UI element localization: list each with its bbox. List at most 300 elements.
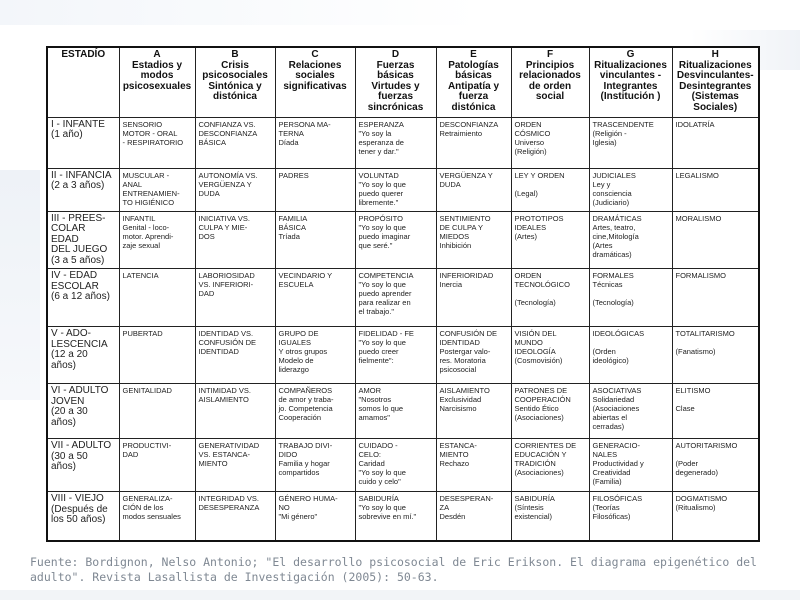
stage-cell xyxy=(47,168,119,211)
cell-line: BÁSICA xyxy=(198,137,227,147)
cell-line: (Asociaciones) xyxy=(514,413,564,422)
cell-line: GÉNERO HUMA- xyxy=(278,494,338,503)
table-cell-col-d xyxy=(355,327,436,384)
cell-line: LATENCIA xyxy=(122,271,159,280)
cell-line: JUDICIALES xyxy=(592,170,636,180)
cell-line: liderazgo xyxy=(278,365,309,374)
table-cell-col-e xyxy=(436,492,511,541)
cell-line: puedo imaginar xyxy=(358,231,411,241)
table-row xyxy=(47,168,759,211)
table-body xyxy=(47,117,759,541)
table-row xyxy=(47,269,759,327)
table-cell-col-c xyxy=(275,384,355,439)
header-line: D xyxy=(391,49,400,60)
table-cell-col-g xyxy=(589,168,672,211)
cell-line: INFANTIL xyxy=(122,213,156,223)
cell-line: COMPAÑEROS xyxy=(278,386,333,395)
cell-line: BÁSICA xyxy=(278,222,307,232)
table-cell-col-e xyxy=(436,269,511,327)
cell-line: IDENTIDAD VS. xyxy=(198,329,254,338)
erikson-stages-table xyxy=(46,46,760,542)
table-cell-col-c xyxy=(275,327,355,384)
cell-line: FAMILIA xyxy=(278,213,308,223)
cell-line: Ley y xyxy=(592,179,611,189)
caption-line-1: Fuente: Bordignon, Nelso Antonio; "El desarrollo psicosocial de Eric Erikson. El diagrama epigenético del xyxy=(30,555,757,569)
cell-line: VI - ADULTO xyxy=(51,385,109,396)
table-cell-col-h xyxy=(672,269,759,327)
cell-line: IDENTIDAD xyxy=(439,338,480,347)
table-cell-col-e xyxy=(436,439,511,492)
cell-line: DESCONFIANZA xyxy=(439,119,499,129)
table-cell-col-h xyxy=(672,211,759,269)
cell-line: CÓSMICO xyxy=(514,128,551,138)
header-line: Antipatía y fuerza xyxy=(447,80,500,102)
table-cell-col-c xyxy=(275,439,355,492)
cell-line: puedo creer xyxy=(358,347,399,356)
cell-line: (Legal) xyxy=(514,188,538,198)
cell-line: VS. ESTANCA- xyxy=(198,450,251,459)
table-row xyxy=(47,439,759,492)
cell-line: COOPERACIÓN xyxy=(514,395,571,404)
cell-line: amamos" xyxy=(358,413,390,422)
cell-line: CELO: xyxy=(358,450,382,459)
header-line: Fuerzas básicas xyxy=(376,59,415,81)
cell-line xyxy=(593,289,669,298)
background-band xyxy=(0,0,800,25)
cell-line: ZA xyxy=(439,503,450,512)
cell-line: VERGÜENZA Y xyxy=(198,179,252,189)
cell-line: PROPÓSITO xyxy=(358,213,403,223)
header-line: Desintegrantes xyxy=(679,80,752,92)
cell-line: IDEALES xyxy=(514,222,547,232)
cell-line: Familia y hogar xyxy=(278,459,330,468)
cell-line: ESCOLAR xyxy=(51,280,99,292)
header-line: H xyxy=(711,49,719,60)
cell-line: SENSORIO xyxy=(122,119,163,129)
cell-line: el trabajo." xyxy=(358,307,395,316)
stage-cell xyxy=(47,117,119,168)
table-cell-col-d xyxy=(355,168,436,211)
cell-line: años) xyxy=(51,461,77,472)
cell-line: V - ADO- xyxy=(51,328,92,339)
cell-line: "Yo soy lo que xyxy=(358,503,406,512)
cell-line: LESCENCIA xyxy=(51,338,108,350)
cell-line: AUTONOMÍA VS. xyxy=(198,170,258,180)
stage-cell xyxy=(47,327,119,384)
cell-line: Narcisismo xyxy=(439,404,477,413)
cell-line: INTEGRIDAD VS. xyxy=(198,494,259,503)
cell-line: los 50 años) xyxy=(51,514,106,525)
cell-line: VISIÓN DEL xyxy=(514,329,557,338)
cell-line: ANAL xyxy=(122,179,143,189)
cell-line: INICIATIVA VS. xyxy=(198,213,250,223)
cell-line: PUBERTAD xyxy=(122,329,163,338)
cell-line: PROTOTIPOS xyxy=(514,213,564,223)
table-cell-col-g xyxy=(589,384,672,439)
header-line: psicosociales xyxy=(202,70,268,81)
cell-line: de amor y traba- xyxy=(278,395,334,404)
table-cell-col-e xyxy=(436,117,511,168)
cell-line: COMPETENCIA xyxy=(358,271,414,280)
cell-line: compartidos xyxy=(278,468,320,477)
cell-line: Solidariedad xyxy=(592,395,635,404)
header-line: C xyxy=(311,49,319,60)
header-line: vinculantes - xyxy=(599,70,662,81)
table-cell-col-d xyxy=(355,492,436,541)
table-cell-col-b xyxy=(195,384,275,439)
cell-line: fielmente": xyxy=(358,356,394,365)
cell-line: NO xyxy=(278,503,290,512)
cell-line: PERSONA MA- xyxy=(278,119,331,129)
cell-line: (2 a 3 años) xyxy=(51,180,105,191)
cell-line: COLAR EDAD xyxy=(51,223,86,245)
cell-line: ENTRENAMIEN- xyxy=(122,188,180,198)
cell-line: GENERACIO- xyxy=(592,441,641,450)
cell-line: IDOLATRÍA xyxy=(675,119,715,129)
cell-line: CIÓN de los xyxy=(122,503,164,512)
cell-line: IGUALES xyxy=(278,338,312,347)
header-line: E xyxy=(470,49,477,60)
header-line: A xyxy=(153,49,161,60)
cell-line: INFERIORIDAD xyxy=(439,271,494,280)
cell-line: Y otros grupos xyxy=(278,347,328,356)
table-cell-col-g xyxy=(589,269,672,327)
cell-line: LEGALISMO xyxy=(675,170,719,180)
cell-line: VOLUNTAD xyxy=(358,170,399,180)
cell-line: puedo aprender xyxy=(358,289,412,298)
cell-line: (Orden xyxy=(592,347,616,356)
table-cell-col-g xyxy=(589,439,672,492)
cell-line: GENERALIZA- xyxy=(122,494,173,503)
table-cell-col-f xyxy=(511,168,589,211)
cell-line: MIENTO xyxy=(198,459,228,468)
table-cell-col-b xyxy=(195,492,275,541)
cell-line: VII - ADULTO xyxy=(51,440,112,451)
cell-line: esperanza de xyxy=(358,137,404,147)
cell-line: ideológico) xyxy=(592,356,629,365)
cell-line xyxy=(676,395,756,404)
cell-line: LABORIOSIDAD xyxy=(198,271,255,280)
header-col-a xyxy=(119,47,195,117)
cell-line: TRASCENDENTE xyxy=(592,119,654,129)
cell-line: DUDA xyxy=(439,179,461,189)
cell-line: (12 a 20 xyxy=(51,349,88,360)
cell-line: SABIDURÍA xyxy=(514,494,555,503)
header-line: relacionados xyxy=(519,70,581,81)
table-cell-col-a xyxy=(119,384,195,439)
cell-line: DAD xyxy=(122,450,139,459)
cell-line xyxy=(676,450,756,459)
stage-cell xyxy=(47,211,119,269)
table-cell-col-f xyxy=(511,117,589,168)
cell-line: ASOCIATIVAS xyxy=(592,386,642,395)
cell-line: TERNA xyxy=(278,128,304,138)
cell-line: IV - EDAD xyxy=(51,270,98,281)
stage-cell xyxy=(47,384,119,439)
cell-line: Rechazo xyxy=(439,459,470,468)
table-cell-col-e xyxy=(436,384,511,439)
table-cell-col-a xyxy=(119,492,195,541)
cell-line: (Religión - xyxy=(592,128,627,138)
header-line: Virtudes y fuerzas xyxy=(371,80,420,102)
cell-line: II - INFANCIA xyxy=(51,169,112,181)
background-bottom-band xyxy=(0,590,800,600)
cell-line: (Religión) xyxy=(514,146,547,156)
cell-line: VECINDARIO Y xyxy=(278,271,333,280)
header-line: de orden xyxy=(528,80,572,92)
cell-line: INTIMIDAD VS. xyxy=(198,386,252,395)
header-line: Ritualizaciones xyxy=(594,59,667,71)
header-line: significativas xyxy=(283,80,347,92)
cell-line: MORALISMO xyxy=(675,213,722,223)
cell-line: (Judiciario) xyxy=(592,197,630,207)
cell-line xyxy=(515,180,586,189)
cell-line: DOS xyxy=(198,231,215,241)
cell-line: LEY Y ORDEN xyxy=(514,170,565,180)
cell-line: Inhibición xyxy=(439,240,472,250)
cell-line: (Síntesis xyxy=(514,503,544,512)
table-cell-col-b xyxy=(195,439,275,492)
header-line: ESTADÍO xyxy=(61,49,106,60)
header-line: (Institución ) xyxy=(600,91,661,102)
cell-line: jo. Competencia xyxy=(278,404,333,413)
cell-line: III - PREES- xyxy=(51,212,106,224)
header-line: psicosexuales xyxy=(122,80,192,92)
stage-cell xyxy=(47,439,119,492)
cell-line: PRODUCTIVI- xyxy=(122,441,172,450)
cell-line: Clase xyxy=(675,404,695,413)
cell-line: ESPERANZA xyxy=(358,119,404,129)
header-col-f xyxy=(511,47,589,117)
cell-line: Exclusividad xyxy=(439,395,482,404)
cell-line: "Nosotros xyxy=(358,395,392,404)
cell-line: I - INFANTE xyxy=(51,118,105,130)
cell-line: (30 a 50 xyxy=(51,450,88,462)
table-cell-col-e xyxy=(436,168,511,211)
table-header-row xyxy=(47,47,759,117)
cell-line: años) xyxy=(51,359,77,371)
cell-line: Modelo de xyxy=(278,356,314,365)
table-cell-col-a xyxy=(119,168,195,211)
table-cell-col-b xyxy=(195,211,275,269)
cell-line: que seré." xyxy=(358,240,393,250)
cell-line: FILOSÓFICAS xyxy=(592,494,643,503)
cell-line: puedo querer xyxy=(358,188,404,198)
cell-line: años) xyxy=(51,416,77,428)
table-row xyxy=(47,384,759,439)
cell-line: "Yo soy lo que xyxy=(358,280,406,289)
table-cell-col-b xyxy=(195,117,275,168)
cell-line: GRUPO DE xyxy=(278,329,319,338)
cell-line: IDEOLOGÍA xyxy=(514,347,556,356)
cell-line: IDEOLÓGICAS xyxy=(592,329,645,338)
header-line: (Sistemas xyxy=(691,91,739,102)
cell-line: - RESPIRATORIO xyxy=(122,137,184,147)
cell-line: consciencia xyxy=(592,188,632,198)
table-cell-col-f xyxy=(511,492,589,541)
cell-line: DE CULPA Y xyxy=(439,222,483,232)
cell-line: Filosóficas) xyxy=(592,512,631,521)
table-row xyxy=(47,327,759,384)
source-caption xyxy=(30,555,770,585)
table-cell-col-d xyxy=(355,211,436,269)
header-line: Sociales) xyxy=(693,101,738,113)
cell-line: Sentido Ético xyxy=(514,404,559,413)
header-col-d xyxy=(355,47,436,117)
cell-line: "Yo soy lo que xyxy=(358,468,406,477)
header-line: Patologías xyxy=(448,59,499,71)
cell-line: ORDEN xyxy=(514,119,542,129)
cell-line: Retraimiento xyxy=(439,128,483,138)
cell-line: DESESPERAN- xyxy=(439,494,494,503)
table-cell-col-c xyxy=(275,269,355,327)
table-cell-col-d xyxy=(355,439,436,492)
table-row xyxy=(47,492,759,541)
cell-line: EDUCACIÓN Y xyxy=(514,450,567,459)
table-cell-col-c xyxy=(275,211,355,269)
cell-line: Cooperación xyxy=(278,413,322,422)
cell-line: Postergar valo- xyxy=(439,347,491,356)
table-cell-col-a xyxy=(119,211,195,269)
header-col-g xyxy=(589,47,672,117)
cell-line: motor. Aprendi- xyxy=(122,231,174,241)
header-line: Principios xyxy=(525,59,575,71)
table-cell-col-f xyxy=(511,439,589,492)
table-cell-col-h xyxy=(672,492,759,541)
caption-line-2: adulto". Revista Lasallista de Investigación (2005): 50-63. xyxy=(30,570,439,584)
header-line: Relaciones xyxy=(288,59,342,71)
cell-line xyxy=(676,338,756,347)
cell-line: (Teorías xyxy=(592,503,620,512)
cell-line: (3 a 5 años) xyxy=(51,254,105,266)
table-cell-col-a xyxy=(119,327,195,384)
table-cell-col-g xyxy=(589,327,672,384)
cell-line: (Poder xyxy=(675,459,699,468)
cell-line: libremente." xyxy=(358,197,399,207)
table-cell-col-g xyxy=(589,211,672,269)
table-cell-col-g xyxy=(589,117,672,168)
cell-line: Inercia xyxy=(439,280,463,289)
header-col-c xyxy=(275,47,355,117)
table-cell-col-f xyxy=(511,211,589,269)
cell-line: psicosocial xyxy=(439,365,477,374)
cell-line: ORDEN xyxy=(514,271,542,280)
cell-line: cine,Mitología xyxy=(592,231,639,241)
header-line: sincrónicas xyxy=(367,101,424,113)
cell-line: "Mi género" xyxy=(278,512,318,521)
cell-line: SENTIMIENTO xyxy=(439,213,491,223)
table-cell-col-a xyxy=(119,269,195,327)
cell-line: dramáticas) xyxy=(592,249,632,259)
table-cell-col-b xyxy=(195,168,275,211)
header-line: social xyxy=(535,91,565,102)
background-shape xyxy=(0,170,40,400)
cell-line: (Cosmovisión) xyxy=(514,356,563,365)
header-line: Sintónica y xyxy=(208,80,262,92)
cell-line: (1 año) xyxy=(51,129,83,140)
cell-line: VIII - VIEJO xyxy=(51,493,104,504)
table-cell-col-e xyxy=(436,211,511,269)
cell-line: MUSCULAR - xyxy=(122,170,170,180)
cell-line: GENERATIVIDAD xyxy=(198,441,260,450)
cell-line: AMOR xyxy=(358,386,381,395)
cell-line: ESTANCA- xyxy=(439,441,477,450)
table-cell-col-b xyxy=(195,269,275,327)
cell-line: MIEDOS xyxy=(439,231,470,241)
cell-line: TECNOLÓGICO xyxy=(514,280,570,289)
table-cell-col-a xyxy=(119,117,195,168)
stage-cell xyxy=(47,492,119,541)
cell-line: sobrevive en mí." xyxy=(358,512,417,521)
cell-line: FORMALES xyxy=(592,271,634,280)
cell-line: ELITISMO xyxy=(675,386,711,395)
header-line: Integrantes xyxy=(603,80,658,92)
table-cell-col-h xyxy=(672,117,759,168)
cell-line: Desdén xyxy=(439,512,466,521)
cell-line: res. Moratoria xyxy=(439,356,486,365)
cell-line: abiertas el xyxy=(592,413,628,422)
cell-line: DOGMATISMO xyxy=(675,494,728,503)
table-cell-col-g xyxy=(589,492,672,541)
cell-line: "Yo soy lo que xyxy=(358,179,406,189)
table-cell-col-c xyxy=(275,168,355,211)
cell-line: (Artes xyxy=(592,240,613,250)
header-line: Crisis xyxy=(221,59,249,71)
cell-line: Iglesia) xyxy=(592,137,617,147)
cell-line: (Tecnología) xyxy=(514,298,556,307)
table-cell-col-c xyxy=(275,492,355,541)
cell-line: somos lo que xyxy=(358,404,404,413)
cell-line: VS. INFERIORI- xyxy=(198,280,254,289)
cell-line: cerradas) xyxy=(592,422,625,431)
table-cell-col-h xyxy=(672,439,759,492)
cell-line: "Yo soy lo que xyxy=(358,222,406,232)
cell-line: MUNDO xyxy=(514,338,543,347)
cell-line: FIDELIDAD - FE xyxy=(358,329,414,338)
cell-line: VERGÜENZA Y xyxy=(439,170,493,180)
table-cell-col-e xyxy=(436,327,511,384)
table-cell-col-f xyxy=(511,384,589,439)
table-cell-col-b xyxy=(195,327,275,384)
table-cell-col-h xyxy=(672,168,759,211)
cell-line: tener y dar." xyxy=(358,146,399,156)
cell-line: (Después de xyxy=(51,503,108,515)
header-line: modos xyxy=(140,70,174,81)
table-cell-col-d xyxy=(355,269,436,327)
header-col-b xyxy=(195,47,275,117)
cell-line: CUIDADO - xyxy=(358,441,398,450)
cell-line: MIENTO xyxy=(439,450,469,459)
cell-line: Universo xyxy=(514,137,545,147)
cell-line: PATRONES DE xyxy=(514,386,568,395)
cell-line: TO HIGIÉNICO xyxy=(122,197,175,207)
cell-line: JOVEN xyxy=(51,395,85,407)
cell-line: MOTOR - ORAL xyxy=(122,128,178,138)
table-row xyxy=(47,117,759,168)
cell-line: Caridad xyxy=(358,459,385,468)
cell-line: (Familia) xyxy=(592,477,622,486)
cell-line: existencial) xyxy=(514,512,553,521)
header-line: básicas xyxy=(455,70,492,81)
cell-line: TRADICIÓN xyxy=(514,459,556,468)
header-line: Ritualizaciones xyxy=(678,59,752,71)
cell-line: DRAMÁTICAS xyxy=(592,213,642,223)
table-cell-col-a xyxy=(119,439,195,492)
cell-line: DAD xyxy=(198,289,215,298)
cell-line: DESESPERANZA xyxy=(198,503,260,512)
cell-line: (Artes) xyxy=(514,231,537,241)
header-line: Desvinculantes- xyxy=(676,70,754,81)
